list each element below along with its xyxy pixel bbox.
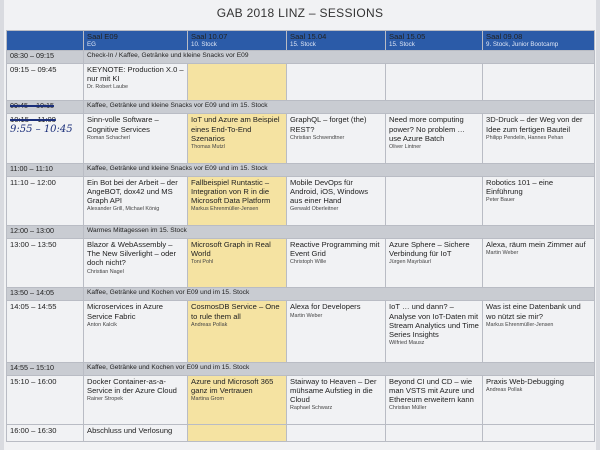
session-title: Praxis Web-Debugging bbox=[486, 376, 564, 386]
break-description: Kaffee, Getränke und Kochen vor E09 und im 15. Stock bbox=[84, 288, 595, 301]
session-title: Stairway to Heaven – Der mühsame Aufstieg in die Cloud bbox=[290, 376, 377, 405]
session-cell bbox=[188, 301, 287, 362]
session-speaker: Raphael Schwarz bbox=[290, 405, 333, 412]
session-row bbox=[7, 176, 595, 225]
room-floor: 15. Stock bbox=[290, 41, 316, 49]
session-title: Robotics 101 – eine Einführung bbox=[486, 177, 554, 196]
room-header bbox=[84, 31, 188, 51]
time-label: 08:30 – 09:15 bbox=[10, 50, 54, 60]
session-speaker: Gerwald Oberleitner bbox=[290, 206, 339, 213]
time-label: 14:05 – 14:55 bbox=[10, 302, 57, 312]
session-title: Fallbeispiel Runtastic – Integration von R in die Microsoft Data Platform bbox=[191, 177, 271, 206]
session-speaker: Christian Müller bbox=[389, 405, 427, 412]
session-speaker: Rainer Stropek bbox=[87, 396, 123, 403]
session-speaker: Dr. Robert Laube bbox=[87, 84, 129, 91]
session-speaker: Thomas Mutzl bbox=[191, 144, 225, 150]
session-title: Docker Container-as-a-Service in der Azure Cloud bbox=[87, 376, 177, 395]
session-title: Sinn-volle Software – Cognitive Services bbox=[87, 115, 159, 134]
time-slot bbox=[7, 50, 84, 63]
session-title: Was ist eine Datenbank und wo nützt sie mir? bbox=[486, 302, 581, 321]
session-speaker: Peter Bauer bbox=[486, 197, 515, 204]
time-header bbox=[7, 31, 84, 51]
session-cell bbox=[84, 301, 188, 362]
time-label: 13:00 – 13:50 bbox=[10, 239, 57, 249]
session-cell bbox=[386, 424, 483, 441]
break-row bbox=[7, 225, 595, 238]
page-title: GAB 2018 LINZ – SESSIONS bbox=[216, 6, 384, 20]
time-slot bbox=[7, 225, 84, 238]
session-speaker: Anton Kalcik bbox=[87, 321, 117, 328]
session-speaker: Martina Grom bbox=[191, 396, 224, 403]
session-speaker: Roman Schacherl bbox=[87, 134, 130, 141]
session-cell bbox=[386, 375, 483, 424]
session-title: CosmosDB Service – One to rule them all bbox=[191, 302, 280, 321]
session-title: Alexa, räum mein Zimmer auf bbox=[486, 239, 586, 249]
session-title: Ein Bot bei der Arbeit – der AngeBOT, dox42 und MS Graph API bbox=[87, 177, 178, 206]
session-cell bbox=[84, 63, 188, 100]
time-slot bbox=[7, 63, 84, 100]
room-header bbox=[386, 31, 483, 51]
session-row bbox=[7, 63, 595, 100]
room-name: Saal 15.05 bbox=[389, 32, 426, 41]
session-title: Alexa for Developers bbox=[290, 302, 361, 312]
session-speaker: Markus Ehrenmüller-Jensen bbox=[486, 321, 554, 328]
session-speaker: Christoph Wille bbox=[290, 259, 327, 266]
room-name: Saal 15.04 bbox=[290, 32, 327, 41]
room-name: Saal 10.07 bbox=[191, 32, 228, 41]
session-cell bbox=[483, 238, 595, 287]
time-label: 10:15 – 11:00 bbox=[10, 115, 56, 125]
time-slot bbox=[7, 301, 84, 362]
session-cell bbox=[287, 375, 386, 424]
time-label: 13:50 – 14:05 bbox=[10, 288, 54, 298]
time-slot bbox=[7, 424, 84, 441]
break-row bbox=[7, 362, 595, 375]
session-cell bbox=[483, 176, 595, 225]
session-row bbox=[7, 375, 595, 424]
room-header bbox=[188, 31, 287, 51]
session-title: IoT … und dann? – Analyse von IoT-Daten mit Stream Analytics und Time Series Insights bbox=[389, 302, 479, 340]
session-speaker: Oliver Lintner bbox=[389, 144, 422, 150]
session-speaker: Andreas Pollak bbox=[486, 386, 523, 393]
session-title: Azure und Microsoft 365 ganz im Vertrauen bbox=[191, 376, 274, 395]
room-floor: EG bbox=[87, 41, 96, 49]
session-table bbox=[6, 30, 595, 442]
room-name: Saal 09.08 bbox=[486, 32, 523, 41]
time-slot bbox=[7, 362, 84, 375]
break-description: Kaffee, Getränke und kleine Snacks vor E09 und im 15. Stock bbox=[84, 163, 595, 176]
room-name: Saal E09 bbox=[87, 32, 118, 41]
session-cell bbox=[84, 114, 188, 163]
session-cell bbox=[188, 238, 287, 287]
break-description: Check-In / Kaffee, Getränke und kleine Snacks vor E09 bbox=[84, 50, 595, 63]
session-title: Microsoft Graph in Real World bbox=[191, 239, 271, 259]
session-cell bbox=[483, 424, 595, 441]
session-cell bbox=[287, 238, 386, 287]
session-speaker: Jürgen Mayrbäurl bbox=[389, 259, 431, 266]
session-row bbox=[7, 238, 595, 287]
break-row bbox=[7, 101, 595, 114]
session-title: Beyond CI und CD – wie man VSTS mit Azure und Ethereum erweitern kann bbox=[389, 376, 475, 405]
session-row bbox=[7, 301, 595, 362]
session-cell bbox=[188, 63, 287, 100]
session-speaker: Wilfried Mausz bbox=[389, 340, 425, 347]
session-title: Need more computing power? No problem … use Azure Batch bbox=[389, 115, 465, 143]
session-cell bbox=[84, 238, 188, 287]
time-label: 09:45 – 10:15 bbox=[10, 101, 54, 111]
session-title: Azure Sphere – Sichere Verbindung für IoT bbox=[389, 239, 470, 259]
session-title: GraphQL – forget (the) REST? bbox=[290, 115, 367, 134]
session-cell bbox=[188, 176, 287, 225]
time-slot bbox=[7, 375, 84, 424]
session-speaker: Markus Ehrenmüller-Jensen bbox=[191, 206, 259, 213]
session-title: Microservices in Azure Service Fabric bbox=[87, 302, 163, 321]
handwritten-time: 9:55 – 10:45 bbox=[10, 123, 73, 135]
session-cell bbox=[386, 301, 483, 362]
session-speaker: Andreas Pollak bbox=[191, 321, 228, 328]
session-title: Reactive Programming mit Event Grid bbox=[290, 239, 380, 259]
session-cell bbox=[84, 375, 188, 424]
session-title: Mobile DevOps für Android, iOS, Windows aus einer Hand bbox=[290, 177, 369, 206]
session-title: Blazor & WebAssembly – The New Silverlight – oder doch nicht? bbox=[87, 239, 177, 268]
time-label: 12:00 – 13:00 bbox=[10, 225, 54, 235]
session-title: KEYNOTE: Production X.0 – nur mit KI bbox=[87, 64, 184, 84]
time-slot bbox=[7, 176, 84, 225]
break-row bbox=[7, 50, 595, 63]
session-title: 3D-Druck – der Weg von der Idee zum fertigen Bauteil bbox=[486, 115, 583, 134]
session-cell bbox=[386, 176, 483, 225]
break-description: Warmes Mittagessen im 15. Stock bbox=[84, 225, 595, 238]
time-slot bbox=[7, 288, 84, 301]
room-floor: 9. Stock, Junior Bootcamp bbox=[486, 41, 559, 49]
session-cell bbox=[287, 63, 386, 100]
room-header-row bbox=[7, 31, 595, 51]
break-row bbox=[7, 288, 595, 301]
break-row bbox=[7, 163, 595, 176]
session-cell bbox=[386, 238, 483, 287]
session-cell bbox=[483, 301, 595, 362]
session-cell bbox=[287, 176, 386, 225]
session-title: IoT und Azure am Beispiel eines End-To-End Szenarios bbox=[191, 115, 280, 143]
time-label: 11:00 – 11:10 bbox=[10, 163, 53, 173]
session-cell bbox=[287, 301, 386, 362]
session-cell bbox=[84, 424, 188, 441]
session-speaker: Toni Pohl bbox=[191, 259, 214, 266]
session-speaker: Martin Weber bbox=[290, 312, 323, 319]
session-cell bbox=[188, 375, 287, 424]
time-slot bbox=[7, 238, 84, 287]
session-cell bbox=[483, 375, 595, 424]
session-speaker: Christian Schwendtner bbox=[290, 134, 345, 141]
room-header bbox=[483, 31, 595, 51]
session-speaker: Philipp Pendelin, Hannes Pehan bbox=[486, 134, 564, 141]
session-title: Abschluss und Verlosung bbox=[87, 425, 173, 435]
time-label: 09:15 – 09:45 bbox=[10, 64, 57, 74]
room-floor: 10. Stock bbox=[191, 41, 217, 49]
session-cell bbox=[483, 114, 595, 163]
session-cell bbox=[386, 114, 483, 163]
time-slot bbox=[7, 114, 84, 163]
session-cell bbox=[287, 114, 386, 163]
break-description: Kaffee, Getränke und kleine Snacks vor E09 und im 15. Stock bbox=[84, 101, 595, 114]
session-row bbox=[7, 424, 595, 441]
session-speaker: Christian Nagel bbox=[87, 268, 124, 275]
time-label: 14:55 – 15:10 bbox=[10, 362, 54, 372]
time-slot bbox=[7, 163, 84, 176]
session-speaker: Martin Weber bbox=[486, 250, 519, 257]
break-description: Kaffee, Getränke und Kochen vor E09 und im 15. Stock bbox=[84, 362, 595, 375]
time-label: 15:10 – 16:00 bbox=[10, 376, 57, 386]
time-slot bbox=[7, 101, 84, 114]
session-cell bbox=[188, 424, 287, 441]
session-speaker: Alexander Grill, Michael König bbox=[87, 206, 160, 213]
time-label: 11:10 – 12:00 bbox=[10, 177, 56, 187]
room-header bbox=[287, 31, 386, 51]
room-floor: 15. Stock bbox=[389, 41, 415, 49]
session-cell bbox=[386, 63, 483, 100]
session-cell bbox=[287, 424, 386, 441]
time-label: 16:00 – 16:30 bbox=[10, 425, 57, 435]
session-cell bbox=[483, 63, 595, 100]
session-cell bbox=[84, 176, 188, 225]
session-row bbox=[7, 114, 595, 163]
session-cell bbox=[188, 114, 287, 163]
